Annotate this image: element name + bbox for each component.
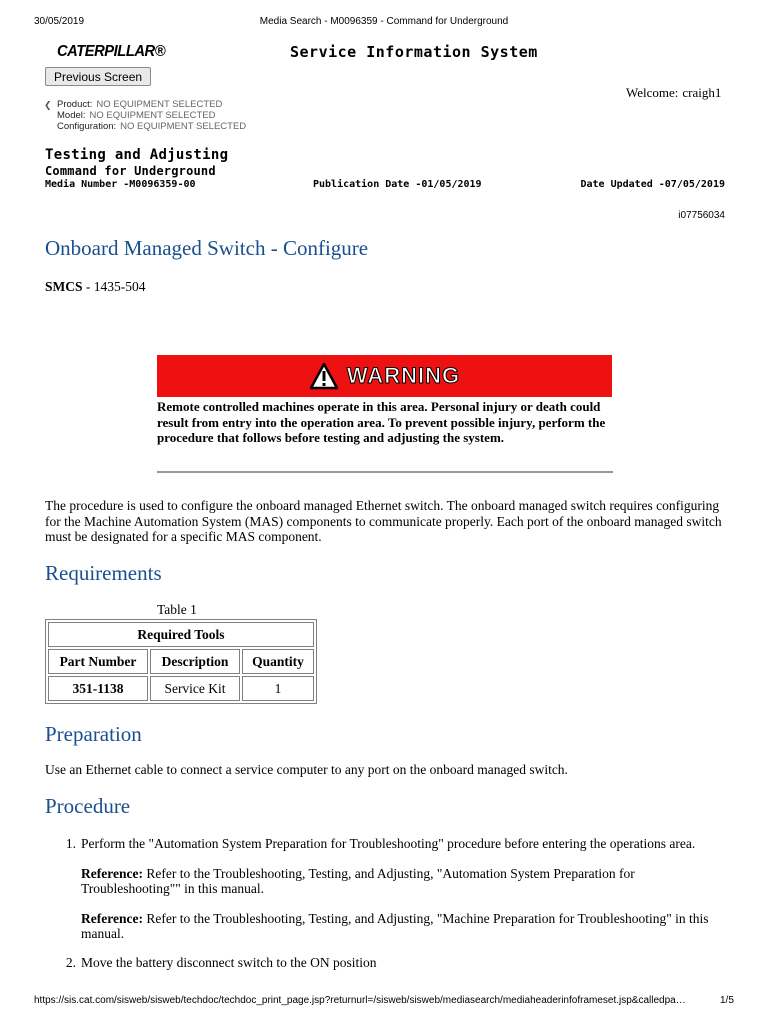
preparation-text: Use an Ethernet cable to connect a service computer to any port on the onboard managed switch. [45,762,568,777]
step-number: 2. [65,954,76,970]
media-number: Media Number -M0096359-00 [45,179,196,190]
print-date: 30/05/2019 [34,16,85,27]
warning-text: Remote controlled machines operate in this area. Personal injury or death could result from entry into the operation area. To prevent possible injury, perform the procedure that follows before testing and adjusting the system. [157,399,606,445]
list-item [45,836,735,942]
warning-triangle-icon [309,362,339,390]
smcs-label: SMCS [45,279,83,294]
model-label: Model: [57,110,86,121]
print-page-title: Media Search - M0096359 - Command for Underground [259,16,509,27]
preparation-heading: Preparation [45,722,142,746]
column-header-part-number: Part Number [48,649,148,674]
document-type: Testing and Adjusting [45,147,229,163]
step-number: 1. [65,836,76,851]
product-value: NO EQUIPMENT SELECTED [96,99,223,110]
reference-text: Refer to the Troubleshooting, Testing, and Adjusting, "Machine Preparation for Troubleshooting" in this manual. [81,910,709,941]
step-reference [81,911,735,942]
table-row [48,676,314,701]
publication-date: Publication Date -01/05/2019 [313,179,482,190]
date-updated: Date Updated -07/05/2019 [580,179,725,190]
chevron-left-icon[interactable]: ❮ [44,100,52,110]
image-id: i07756034 [678,210,725,221]
equipment-info [45,99,246,132]
column-header-quantity: Quantity [242,649,314,674]
step-text: Perform the "Automation System Preparation for Troubleshooting" procedure before entering the operations area. [81,836,696,851]
warning-word: WARNING [346,363,461,388]
cell-description: Service Kit [150,676,240,701]
caterpillar-logo: CATERPILLAR® [57,43,166,60]
welcome-label: Welcome: [626,85,679,100]
welcome-message [626,85,721,101]
table-caption: Table 1 [157,602,197,617]
product-label: Product: [57,99,93,110]
reference-text: Refer to the Troubleshooting, Testing, and Adjusting, "Automation System Preparation for Troubleshooting"" in this manual. [81,865,635,896]
requirements-heading: Requirements [45,561,162,585]
table-title: Required Tools [48,622,314,647]
reference-label: Reference: [81,910,143,926]
cell-quantity: 1 [242,676,314,701]
required-tools-table [45,619,317,704]
list-item [45,955,735,971]
configuration-label: Configuration: [57,121,117,132]
smcs-value: - 1435-504 [82,279,146,294]
reference-label: Reference: [81,865,143,881]
step-reference [81,866,735,897]
cell-part-number: 351-1138 [48,676,148,701]
system-title: Service Information System [290,43,538,61]
step-text: Move the battery disconnect switch to the ON position [81,954,377,970]
configuration-value: NO EQUIPMENT SELECTED [120,121,247,132]
page-title: Onboard Managed Switch - Configure [45,236,369,260]
smcs-code [45,279,146,295]
warning-divider [157,471,613,473]
model-value: NO EQUIPMENT SELECTED [89,110,216,121]
print-page-number: 1/5 [720,995,734,1006]
document-subtitle: Command for Underground [45,164,216,178]
procedure-steps [45,836,735,970]
intro-paragraph: The procedure is used to configure the onboard managed Ethernet switch. The onboard managed switch requires configuring for the Machine Automation System (MAS) components to communicate properly. Each port of the onboard managed switch must be designated for a specific MAS component. [45,498,722,544]
procedure-heading: Procedure [45,794,131,818]
warning-banner [157,355,612,397]
print-url: https://sis.cat.com/sisweb/sisweb/techdoc/techdoc_print_page.jsp?returnurl=/sisweb/sisweb/mediasearch/mediaheaderinfoframeset.jsp&calledpa… [34,995,686,1006]
previous-screen-button[interactable]: Previous Screen [45,67,151,86]
welcome-user: craigh1 [682,85,722,100]
column-header-description: Description [150,649,240,674]
